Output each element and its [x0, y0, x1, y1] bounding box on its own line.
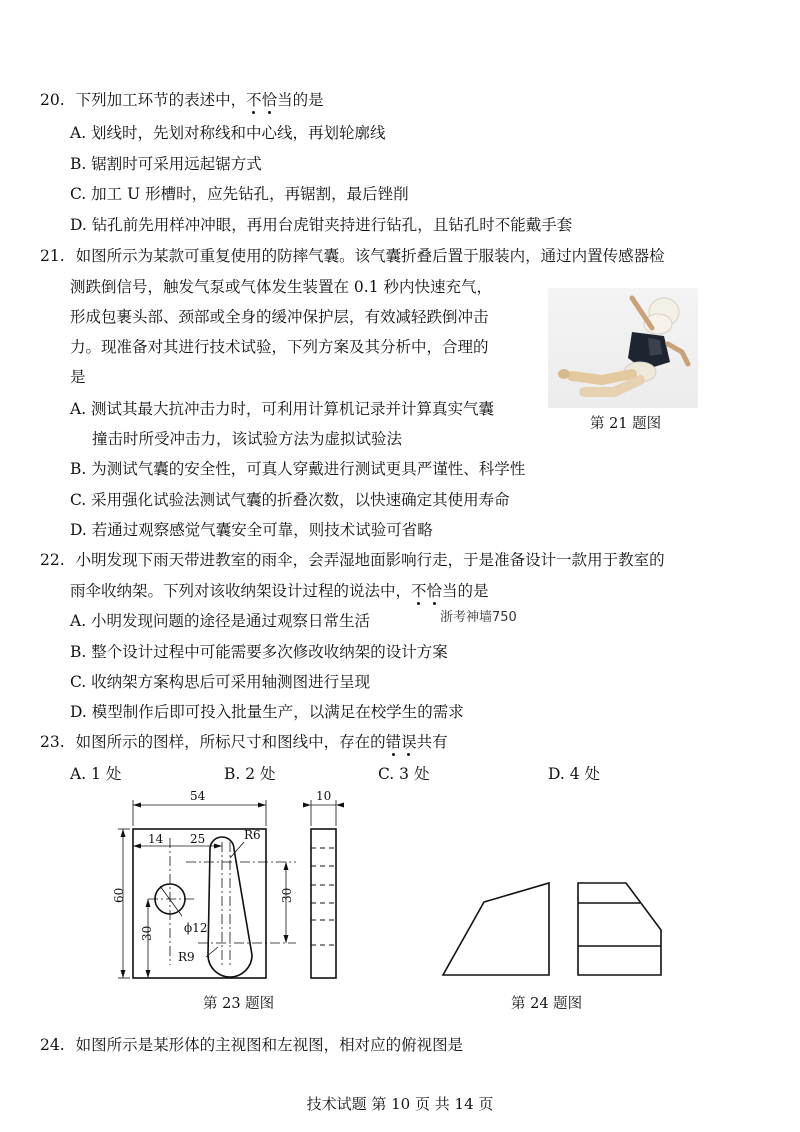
q23-stem-pre: 如图所示的图样，所标尺寸和图线中，存在的	[75, 733, 386, 751]
q20-stem-pre: 下列加工环节的表述中，	[75, 91, 247, 109]
q22-option-c: C. 收纳架方案构思后可采用轴测图进行呈现	[70, 673, 371, 691]
q23-option-b: B. 2 处	[224, 765, 276, 783]
q21-option-c: C. 采用强化试验法测试气囊的折叠次数，以快速确定其使用寿命	[70, 491, 510, 509]
dim-30-right: 30	[280, 887, 294, 903]
q20-stem-post: 当的是	[277, 91, 324, 109]
q24-stem	[40, 1035, 463, 1055]
q23-stem-post: 共有	[416, 733, 448, 751]
q22-stem-pre: 雨伞收纳架。下列对该收纳架设计过程的说法中，	[70, 582, 412, 600]
q21-number: 21.	[40, 247, 65, 265]
dim-54: 54	[190, 789, 206, 803]
dim-25: 25	[190, 832, 206, 846]
page-footer: 技术试题 第 10 页 共 14 页	[306, 1095, 494, 1113]
q22-stem-post: 当的是	[442, 582, 489, 600]
dim-14: 14	[148, 832, 164, 846]
q21-option-b: B. 为测试气囊的安全性，可真人穿戴进行测试更具严谨性、科学性	[70, 460, 526, 478]
dim-r6: R6	[244, 828, 261, 842]
q23-figure-caption: 第 23 题图	[203, 996, 275, 1012]
q21-option-a-line-1: A. 测试其最大抗冲击力时，可利用计算机记录并计算真实气囊	[70, 400, 495, 418]
q22-option-a: A. 小明发现问题的途径是通过观察日常生活	[70, 612, 371, 630]
q20-option-c: C. 加工 U 形槽时，应先钻孔，再锯割，最后锉削	[70, 185, 409, 203]
q23-option-a: A. 1 处	[70, 765, 122, 783]
q24-figure-caption: 第 24 题图	[511, 996, 583, 1012]
dim-r9: R9	[178, 950, 195, 964]
q20-option-a: A. 划线时，先划对称线和中心线，再划轮廓线	[70, 124, 386, 142]
q21-option-d: D. 若通过观察感觉气囊安全可靠，则技术试验可省略	[70, 521, 433, 539]
q21-option-a-line-2: 撞击时所受冲击力，该试验方法为虚拟试验法	[92, 430, 403, 448]
q20-option-b: B. 锯割时可采用远起锯方式	[70, 155, 262, 173]
q22-option-d: D. 模型制作后即可投入批量生产，以满足在校学生的需求	[70, 703, 464, 721]
q23-number: 23.	[40, 733, 65, 751]
q21-stem-text-1: 如图所示为某款可重复使用的防摔气囊。该气囊折叠后置于服装内，通过内置传感器检	[75, 247, 665, 265]
q22-stem-text-1: 小明发现下雨天带进教室的雨伞，会弄湿地面影响行走，于是准备设计一款用于教室的	[75, 551, 665, 569]
q23-option-c: C. 3 处	[378, 765, 430, 783]
q23-emphasis-2: 误	[401, 733, 417, 751]
watermark-text: 浙考神墙750	[440, 610, 517, 625]
q24-left-view	[578, 883, 661, 975]
q21-stem-line-2: 测跌倒信号，触发气泵或气体发生装置在 0.1 秒内快速充气，	[70, 278, 493, 296]
q21-figure-caption: 第 21 题图	[590, 416, 662, 432]
q24-front-view	[443, 883, 549, 975]
dim-30-left: 30	[140, 925, 154, 941]
q20-number: 20.	[40, 91, 65, 109]
q24-number: 24.	[40, 1036, 65, 1054]
dim-phi12: ϕ12	[184, 921, 208, 935]
q22-emphasis-1: 不	[411, 582, 427, 600]
q22-option-b: B. 整个设计过程中可能需要多次修改收纳架的设计方案	[70, 643, 448, 661]
q20-emphasis-1: 不	[246, 91, 262, 109]
q24-stem-text: 如图所示是某形体的主视图和左视图，相对应的俯视图是	[75, 1036, 464, 1054]
dim-10: 10	[316, 789, 332, 803]
q21-stem-line-5: 是	[70, 368, 86, 386]
q21-stem-line-3: 形成包裹头部、颈部或全身的缓冲保护层，有效减轻跌倒冲击	[70, 308, 489, 326]
dim-60: 60	[112, 887, 126, 903]
q22-emphasis-2: 恰	[426, 582, 443, 600]
q21-stem-line-4: 力。现准备对其进行技术试验，下列方案及其分析中，合理的	[70, 338, 489, 356]
q20-option-d: D. 钻孔前先用样冲冲眼，再用台虎钳夹持进行钻孔，且钻孔时不能戴手套	[70, 216, 573, 234]
q23-option-d: D. 4 处	[548, 765, 601, 783]
front-view-outline	[133, 829, 266, 978]
q23-emphasis-1: 错	[385, 733, 402, 751]
q22-number: 22.	[40, 551, 65, 569]
q20-emphasis-2: 恰	[261, 91, 278, 109]
